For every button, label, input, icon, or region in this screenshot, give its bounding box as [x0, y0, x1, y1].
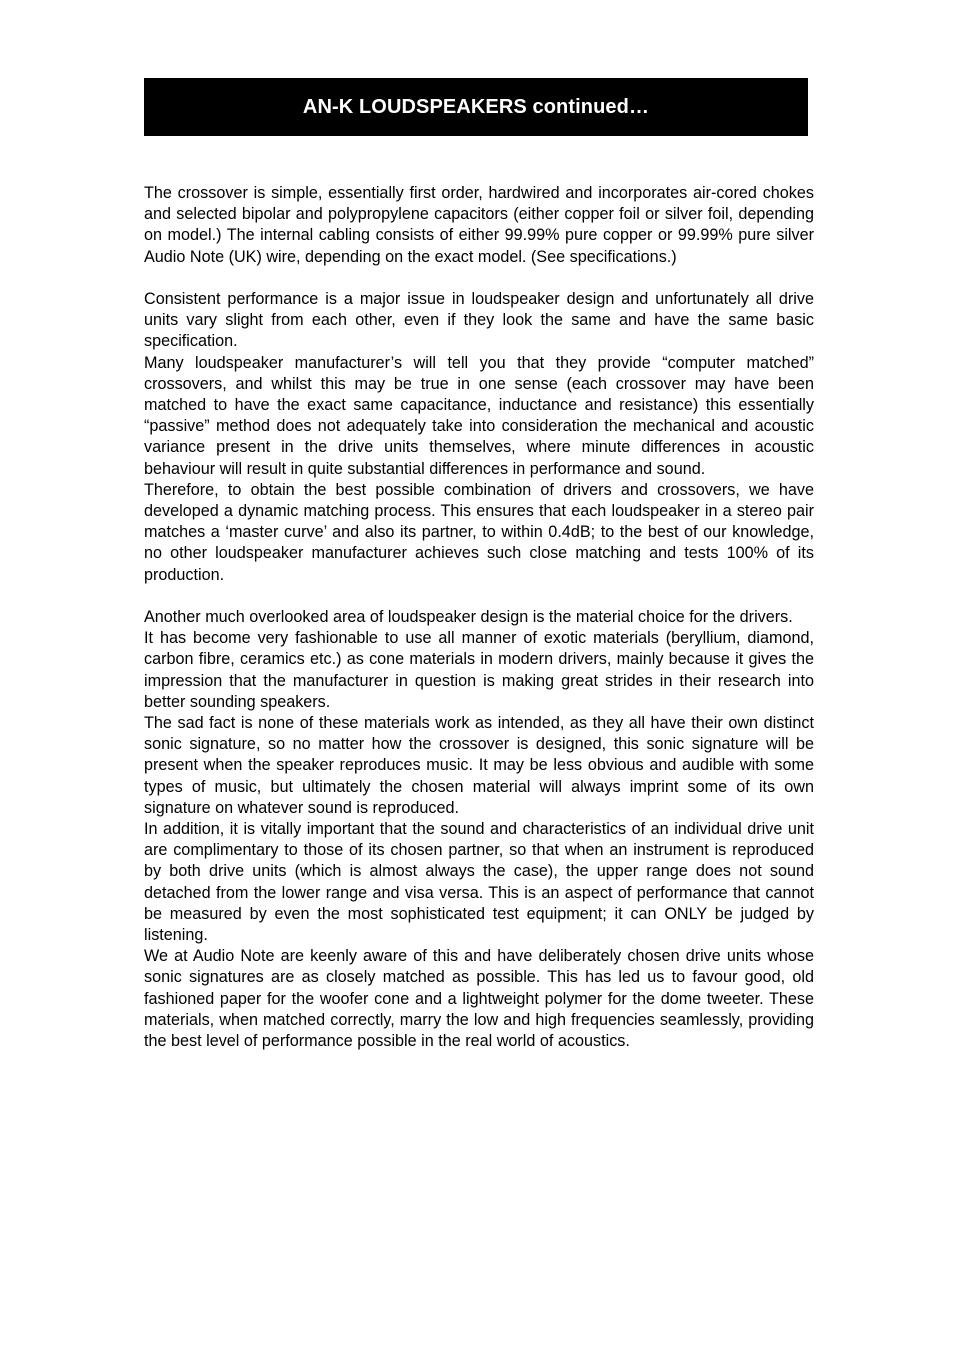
paragraph-complimentary-units: In addition, it is vitally important that the sound and characteristics of an individual drive unit are complimentary to those of its chosen partner, so that when an instrument is reproduced by both drive units (which is almost always the case), the upper range does not sound detached from the lower range and visa versa. This is an aspect of performance that cannot be measured by even the most sophisticated test equipment; it can ONLY be judged by listening.	[144, 820, 814, 945]
paragraph-audio-note-choice: We at Audio Note are keenly aware of this and have deliberately chosen drive units whose sonic signatures are as closely matched as possible. This has led us to favour good, old fashioned paper for the woofer cone and a lightweight polymer for the dome tweeter. These materials, when matched correctly, marry the low and high frequencies seamlessly, providing the best level of performance possible in the real world of acoustics.	[144, 947, 814, 1051]
header-bar	[144, 78, 808, 136]
page-title: AN-K LOUDSPEAKERS continued…	[302, 95, 650, 118]
paragraph-spacer	[144, 586, 814, 607]
paragraph-computer-matched: Many loudspeaker manufacturer’s will tell you that they provide “computer matched” crossovers, and whilst this may be true in one sense (each crossover may have been matched to have the exact same capacitance, inductance and resistance) this essentially “passive” method does not adequately take into consideration the mechanical and acoustic variance present in the drive units themselves, where minute differences in acoustic behaviour will result in quite substantial differences in performance and sound.	[144, 353, 814, 478]
body-text	[144, 183, 814, 1052]
paragraph-material-choice: Another much overlooked area of loudspeaker design is the material choice for the drivers.	[144, 608, 793, 627]
paragraph-crossover: The crossover is simple, essentially first order, hardwired and incorporates air-cored chokes and selected bipolar and polypropylene capacitors (either copper foil or silver foil, depending on model.) The internal cabling consists of either 99.99% pure copper or 99.99% pure silver Audio Note (UK) wire, depending on the exact model. (See specifications.)	[144, 184, 814, 266]
paragraph-spacer	[144, 268, 814, 289]
paragraph-sonic-signature: The sad fact is none of these materials work as intended, as they all have their own distinct sonic signature, so no matter how the crossover is designed, this sonic signature will be present when the speaker reproduces music. It may be less obvious and audible with some types of music, but ultimately the chosen material will always imprint some of its own signature on whatever sound is reproduced.	[144, 714, 814, 817]
paragraph-exotic-materials: It has become very fashionable to use all manner of exotic materials (beryllium, diamond, carbon fibre, ceramics etc.) as cone materials in modern drivers, mainly because it gives the impression that the manufacturer in question is making great strides in their research into better sounding speakers.	[144, 629, 814, 711]
paragraph-consistent-performance: Consistent performance is a major issue in loudspeaker design and unfortunately all drive units vary slight from each other, even if they look the same and have the same basic specification.	[144, 290, 814, 351]
paragraph-dynamic-matching: Therefore, to obtain the best possible combination of drivers and crossovers, we have developed a dynamic matching process. This ensures that each loudspeaker in a stereo pair matches a ‘master curve’ and also its partner, to within 0.4dB; to the best of our knowledge, no other loudspeaker manufacturer achieves such close matching and tests 100% of its production.	[144, 480, 814, 584]
